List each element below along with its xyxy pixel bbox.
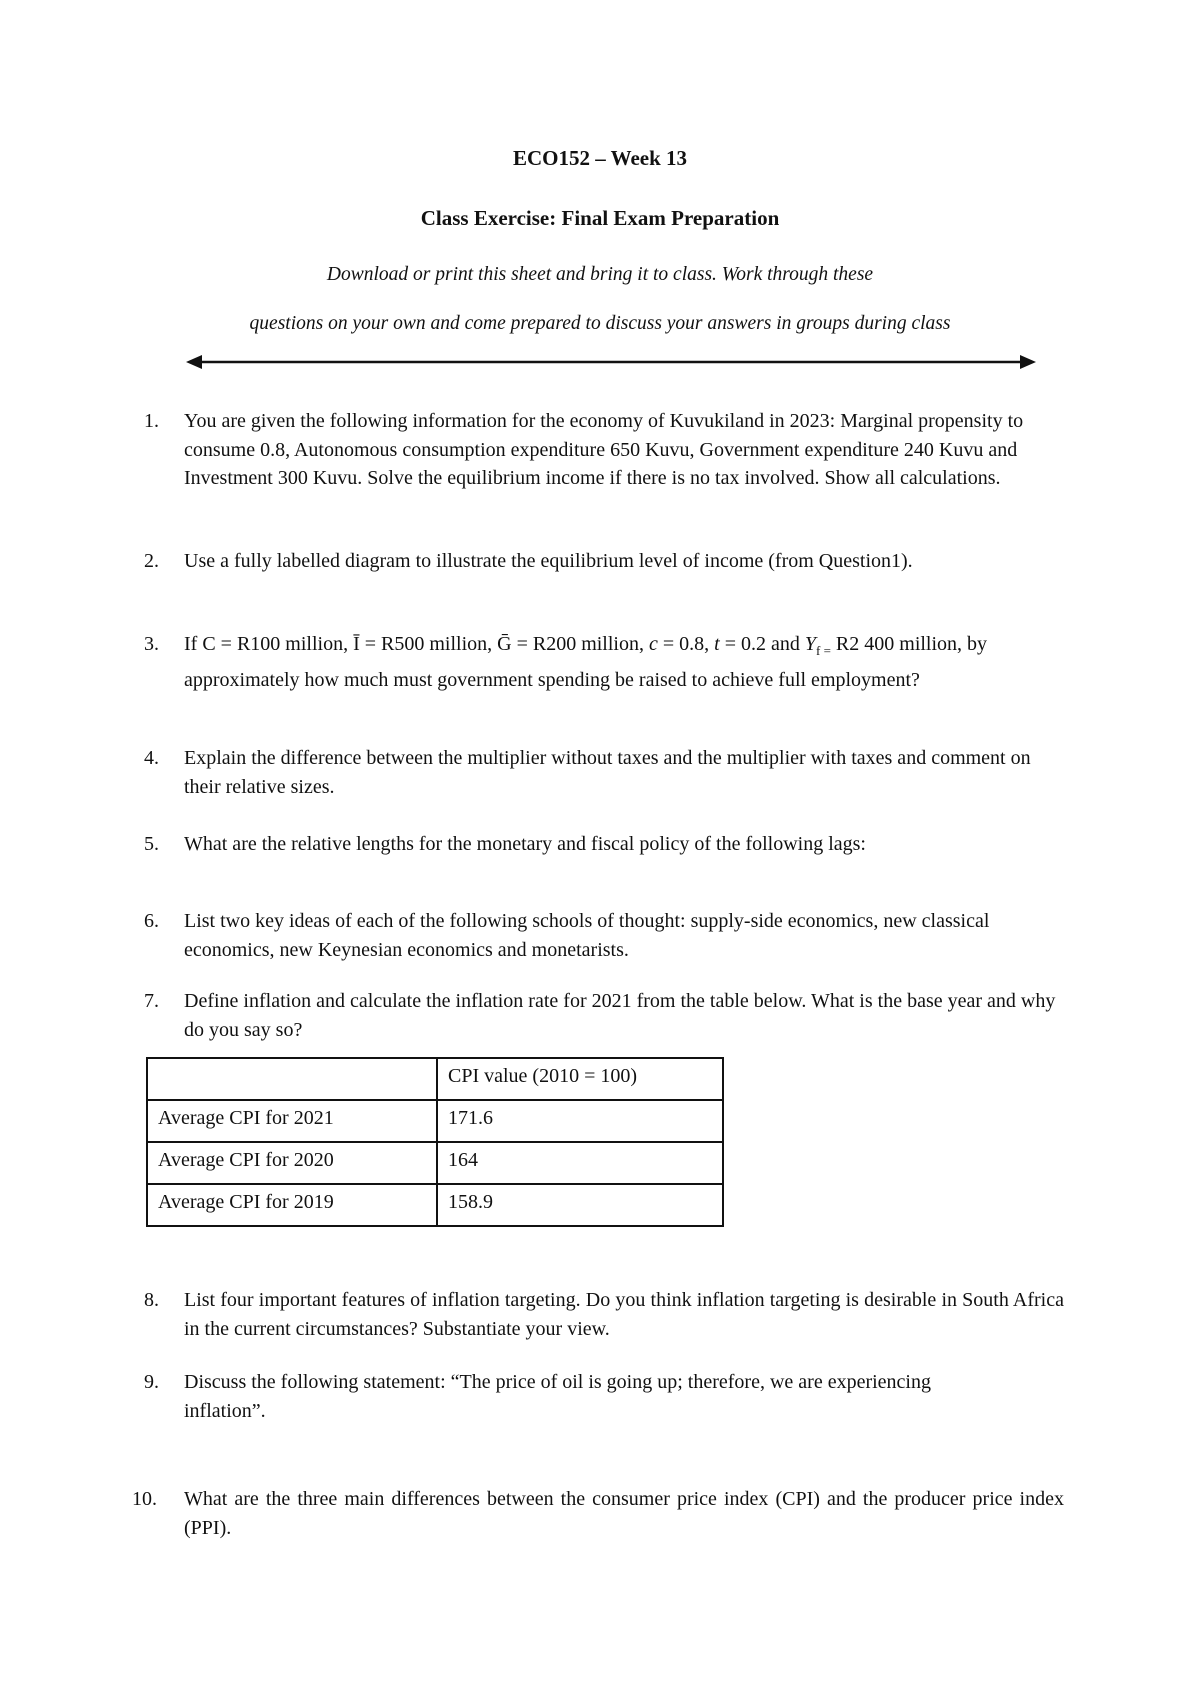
table-cell: Average CPI for 2020 xyxy=(147,1142,437,1184)
question-text-part: = 0.8, xyxy=(657,633,715,655)
question-text: Explain the difference between the multiplier without taxes and the multiplier with taxes and comment on their relative sizes. xyxy=(184,747,1031,798)
question-number: 3. xyxy=(144,633,159,655)
table-row xyxy=(147,1100,723,1142)
question-number: 10. xyxy=(132,1488,157,1510)
question-text: Define inflation and calculate the inflation rate for 2021 from the table below. What is the base year and why do you say so? xyxy=(184,990,1056,1041)
symbol-y-subscript: f = xyxy=(816,643,831,658)
page-title: ECO152 – Week 13 xyxy=(512,146,688,170)
question-text: List two key ideas of each of the following schools of thought: supply-side economics, new classical economics, new Keynesian economics and monetarists. xyxy=(184,910,990,961)
question-4 xyxy=(144,744,1064,801)
question-1 xyxy=(144,407,1064,493)
question-number: 2. xyxy=(144,550,159,572)
question-text: List four important features of inflation targeting. Do you think inflation targeting is desirable in South Africa in the current circumstances? Substantiate your view. xyxy=(184,1289,1064,1340)
table-header-cell: CPI value (2010 = 100) xyxy=(437,1058,723,1100)
question-text-part: R2 400 million, by approximately how much must government spending be raised to achieve full employment? xyxy=(184,633,988,691)
instruction-line-2: questions on your own and come prepared to discuss your answers in groups during class xyxy=(249,313,951,334)
question-2 xyxy=(144,547,964,576)
cpi-table xyxy=(146,1057,724,1227)
question-text: Discuss the following statement: “The price of oil is going up; therefore, we are experiencing inflation”. xyxy=(184,1371,931,1422)
question-5 xyxy=(144,830,1064,859)
question-text-part: = 0.2 and xyxy=(719,633,805,655)
symbol-y: Y xyxy=(804,633,816,655)
question-6 xyxy=(144,907,1044,964)
table-cell: Average CPI for 2021 xyxy=(147,1100,437,1142)
question-number: 5. xyxy=(144,833,159,855)
question-number: 9. xyxy=(144,1371,159,1393)
question-number: 4. xyxy=(144,747,159,769)
question-8 xyxy=(144,1286,1064,1343)
table-cell: Average CPI for 2019 xyxy=(147,1184,437,1226)
question-text: What are the relative lengths for the monetary and fiscal policy of the following lags: xyxy=(184,833,866,855)
table-cell: 171.6 xyxy=(437,1100,723,1142)
table-row xyxy=(147,1184,723,1226)
double-arrow-divider xyxy=(186,353,1036,371)
symbol-t: t xyxy=(714,633,720,655)
question-9 xyxy=(144,1368,1004,1425)
table-header-cell xyxy=(147,1058,437,1100)
question-10 xyxy=(132,1485,1064,1542)
question-text-part: If C = R100 million, Ī = R500 million, Ḡ = R200 million, xyxy=(184,633,649,655)
instruction-line-1: Download or print this sheet and bring it to class. Work through these xyxy=(326,264,874,285)
table-header-row xyxy=(147,1058,723,1100)
symbol-c: c xyxy=(648,633,658,655)
page-subtitle: Class Exercise: Final Exam Preparation xyxy=(420,206,780,230)
question-text: What are the three main differences between the consumer price index (CPI) and the producer price index (PPI). xyxy=(184,1488,1064,1539)
question-number: 6. xyxy=(144,910,159,932)
question-text xyxy=(184,630,1064,694)
question-7 xyxy=(144,987,1064,1044)
question-text: You are given the following information for the economy of Kuvukiland in 2023: Marginal propensity to consume 0.8, Autonomous consumption expenditure 650 Kuvu, Government expenditure 240 Kuvu and Investment 300 Kuvu. Solve the equilibrium income if there is no tax involved. Show all calculations. xyxy=(184,410,1024,489)
question-3 xyxy=(144,630,1064,694)
question-number: 8. xyxy=(144,1289,159,1311)
table-row xyxy=(147,1142,723,1184)
question-number: 1. xyxy=(144,410,159,432)
table-cell: 158.9 xyxy=(437,1184,723,1226)
table-cell: 164 xyxy=(437,1142,723,1184)
question-text: Use a fully labelled diagram to illustrate the equilibrium level of income (from Question1). xyxy=(184,550,913,572)
question-number: 7. xyxy=(144,990,159,1012)
